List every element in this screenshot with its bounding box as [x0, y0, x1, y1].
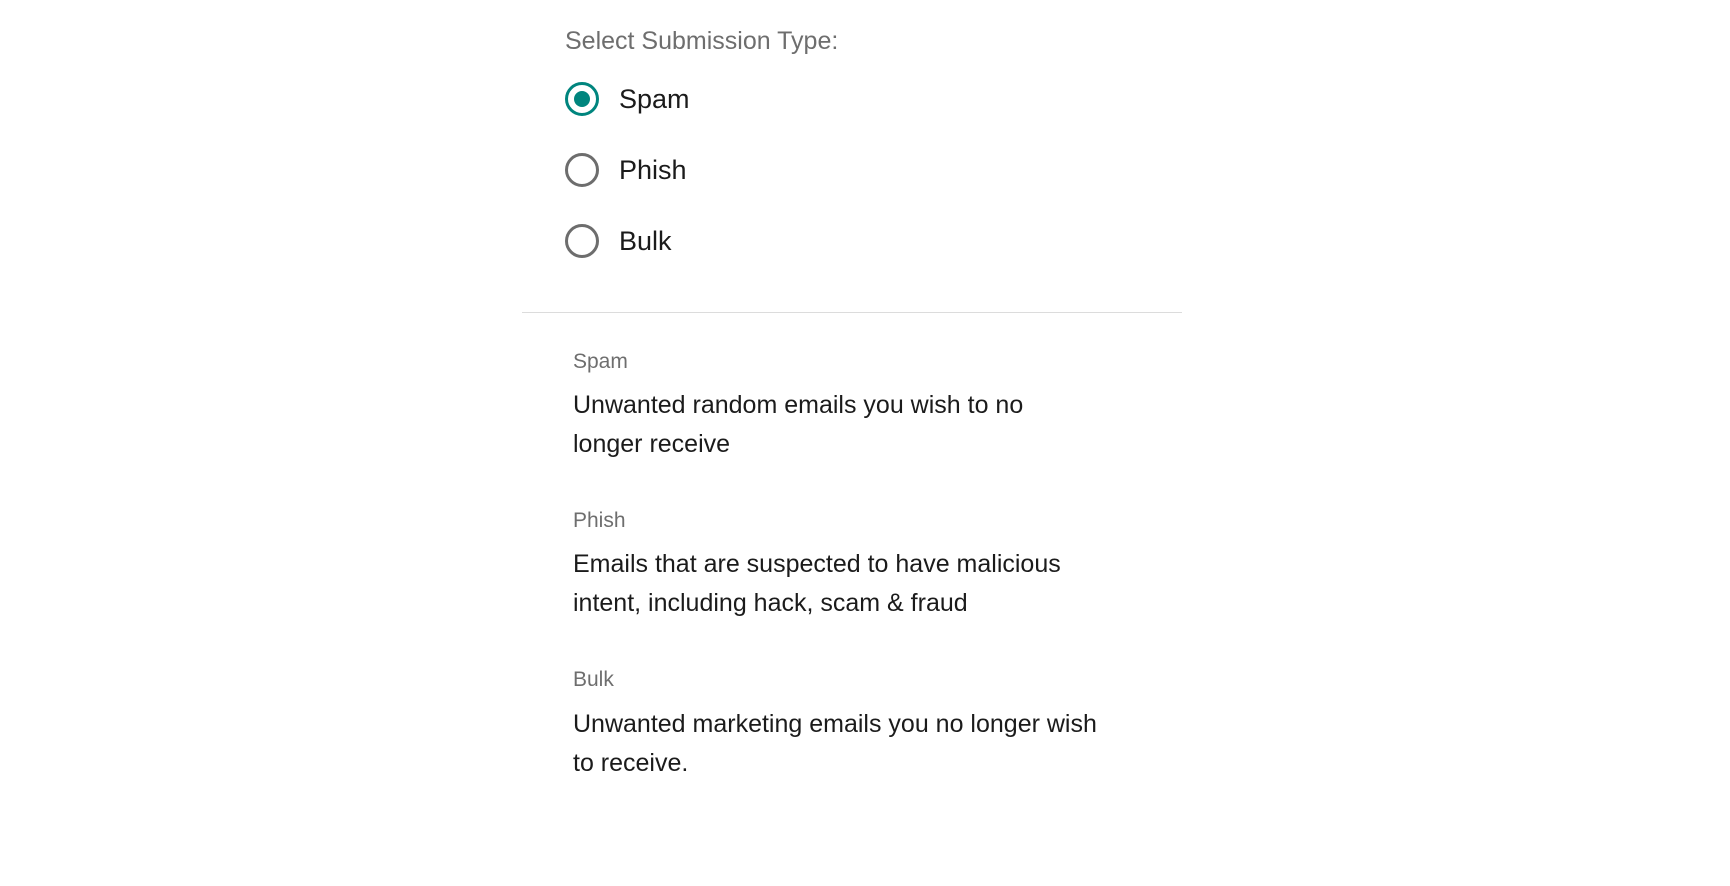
radio-label-spam: Spam: [619, 83, 690, 114]
radio-label-phish: Phish: [619, 154, 687, 185]
definition-description-bulk: Unwanted marketing emails you no longer wish to receive.: [573, 709, 1097, 777]
definition-description-spam: Unwanted random emails you wish to no longer receive: [573, 391, 1024, 459]
radio-dot-phish: [574, 162, 590, 178]
radio-icon-spam[interactable]: [565, 82, 599, 116]
radio-icon-phish[interactable]: [565, 153, 599, 187]
definition-item-phish: [573, 508, 1200, 623]
definition-item-spam: [573, 349, 1200, 464]
radio-icon-bulk[interactable]: [565, 224, 599, 258]
radio-option-phish[interactable]: [565, 143, 1200, 197]
submission-type-radio-group[interactable]: [540, 72, 1200, 268]
definition-item-bulk: [573, 667, 1200, 782]
submission-type-label: Select Submission Type:: [565, 27, 839, 55]
section-divider: [522, 312, 1182, 313]
radio-option-bulk[interactable]: [565, 214, 1200, 268]
definition-term-phish: Phish: [573, 509, 626, 533]
definition-term-spam: Spam: [573, 350, 628, 373]
definitions-list: [540, 349, 1200, 783]
definition-term-bulk: Bulk: [573, 668, 614, 692]
submission-type-panel: [540, 0, 1200, 827]
radio-dot-bulk: [574, 233, 590, 249]
definition-description-phish: Emails that are suspected to have malicious intent, including hack, scam & fraud: [573, 550, 1061, 618]
radio-label-bulk: Bulk: [619, 225, 672, 256]
radio-option-spam[interactable]: [565, 72, 1200, 126]
radio-dot-spam: [574, 91, 590, 107]
